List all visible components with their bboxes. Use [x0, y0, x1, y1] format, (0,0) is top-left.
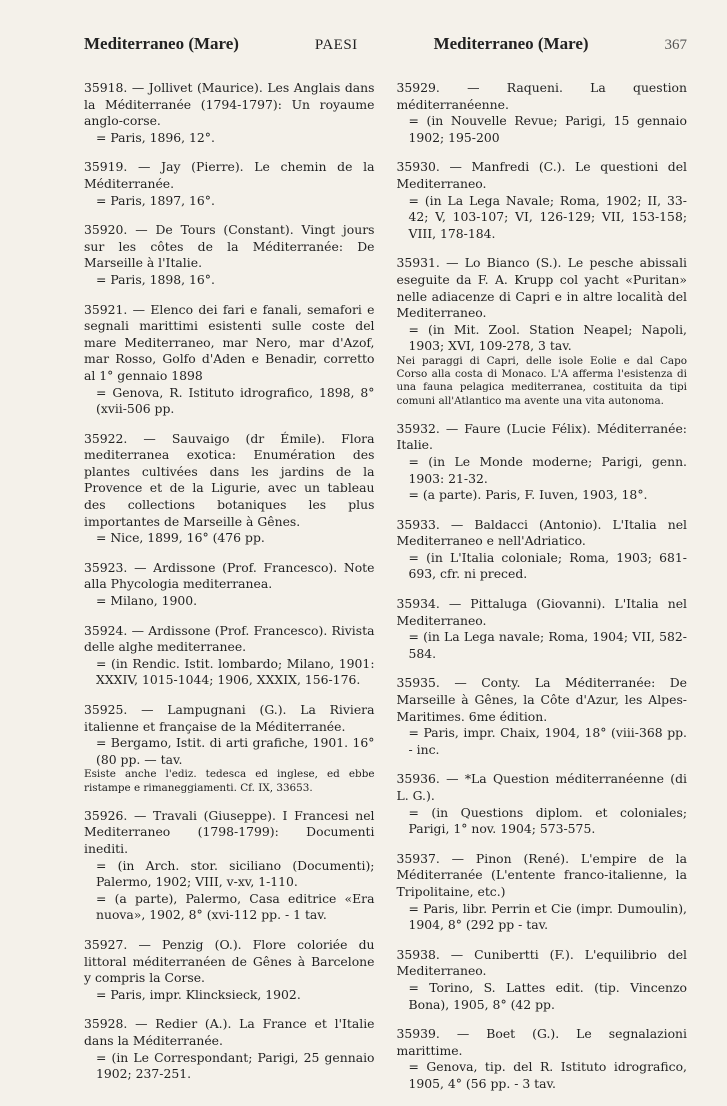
- entry-imprint: = (in La Lega navale; Roma, 1904; VII, 582-584.: [408, 629, 687, 661]
- entry-text: 35919. — Jay (Pierre). Le chemin de la Méditerranée.: [84, 159, 375, 191]
- entry-text: 35924. — Ardissone (Prof. Francesco). Rivista delle alghe mediterranee.: [84, 622, 375, 655]
- bibliography-entry: [84, 80, 375, 146]
- entry-text: 35923. — Ardissone (Prof. Francesco). Note alla Phycologia mediterranea.: [84, 559, 375, 592]
- entry-text: 35931. — Lo Bianco (S.). Le pesche abissali eseguite da F. A. Krupp col yacht «Puritan» nelle adiacenze di Capri e in altre località del Mediterraneo.: [396, 255, 687, 321]
- entry-imprint: = Paris, impr. Chaix, 1904, 18° (viii-368 pp. - inc.: [408, 725, 687, 757]
- left-column: [84, 80, 375, 1106]
- entry-imprint: = Bergamo, Istit. di arti grafiche, 1901. 16° (80 pp. — tav.: [96, 735, 375, 767]
- running-header: [84, 34, 687, 54]
- entry-imprint: = (a parte), Palermo, Casa editrice «Era nuova», 1902, 8° (xvi-112 pp. - 1 tav.: [96, 890, 375, 923]
- entry-text: 35933. — Baldacci (Antonio). L'Italia nel Mediterraneo e nell'Adriatico.: [396, 516, 687, 549]
- entry-text: 35925. — Lampugnani (G.). La Riviera italienne et française de la Méditerranée.: [84, 702, 375, 734]
- bibliography-entry: [397, 596, 688, 662]
- bibliography-entry: [84, 431, 375, 547]
- bibliography-entry: [84, 937, 375, 1003]
- entry-text: 35938. — Cunibertti (F.). L'equilibrio del Mediterraneo.: [396, 946, 687, 979]
- bibliography-entry: [84, 222, 375, 288]
- entry-imprint: = Milano, 1900.: [96, 593, 198, 609]
- two-column-body: [84, 80, 687, 1106]
- bibliography-entry: [84, 702, 375, 795]
- entry-imprint: = (in Arch. stor. siciliano (Documenti); Palermo, 1902; VIII, v-xv, 1-110.: [96, 857, 375, 890]
- entry-text: 35929. — Raqueni. La question méditerranéenne.: [396, 80, 687, 112]
- entry-text: 35922. — Sauvaigo (dr Émile). Flora mediterranea exotica: Enumération des plantes cultivées dans les jardins de la Provence et de la Ligurie, avec un tableau des collections botaniques les plus importantes de Marseille à Gênes.: [84, 430, 375, 529]
- bibliography-entry: [84, 623, 375, 689]
- entry-note: Nei paraggi di Capri, delle isole Eolie e dal Capo Corso alla costa di Monaco. L'A afferma l'esistenza di una fauna pelagica mediterranea, costituita da tipi comuni all'Atlantico ma avente una vita autonoma.: [396, 354, 687, 407]
- entry-text: 35926. — Travali (Giuseppe). I Francesi nel Mediterraneo (1798-1799): Documenti inediti.: [84, 807, 375, 856]
- bibliography-entry: [397, 851, 688, 934]
- entry-imprint: = Paris, 1896, 12°.: [96, 129, 215, 145]
- entry-text: 35928. — Redier (A.). La France et l'Italie dans la Méditerranée.: [84, 1016, 375, 1048]
- header-right-title: Mediterraneo (Mare): [433, 34, 589, 53]
- entry-imprint: = (in Nouvelle Revue; Parigi, 15 gennaio 1902; 195-200: [408, 113, 687, 145]
- entry-imprint: = Genova, R. Istituto idrografico, 1898, 8° (xvii-506 pp.: [96, 384, 375, 417]
- bibliography-entry: [397, 255, 688, 407]
- entry-imprint: = Genova, tip. del R. Istituto idrografico, 1905, 4° (56 pp. - 3 tav.: [408, 1059, 687, 1091]
- entry-imprint: = Paris, 1898, 16°.: [96, 271, 215, 287]
- bibliography-entry: [397, 159, 688, 242]
- entry-imprint: = Paris, impr. Klincksieck, 1902.: [96, 986, 301, 1002]
- bibliography-entry: [84, 808, 375, 924]
- entry-imprint: = (a parte). Paris, F. Iuven, 1903, 18°.: [408, 487, 648, 503]
- bibliography-entry: [397, 675, 688, 758]
- entry-imprint: = (in L'Italia coloniale; Roma, 1903; 681-693, cfr. ni preced.: [408, 549, 687, 582]
- entry-text: 35927. — Penzig (O.). Flore coloriée du littoral méditerranéen de Gênes à Barcelone y compris la Corse.: [84, 936, 375, 986]
- page-number: 367: [664, 37, 687, 53]
- bibliography-entry: [397, 80, 688, 146]
- entry-imprint: = (in Le Correspondant; Parigi, 25 gennaio 1902; 237-251.: [96, 1049, 375, 1082]
- bibliography-entry: [397, 1026, 688, 1092]
- entry-text: 35937. — Pinon (René). L'empire de la Méditerranée (L'entente franco-italienne, la Tripolitaine, etc.): [396, 850, 687, 899]
- entry-text: 35920. — De Tours (Constant). Vingt jours sur les côtes de la Méditerranée: De Marseille à l'Italie.: [84, 222, 375, 271]
- entry-text: 35921. — Elenco dei fari e fanali, semafori e segnali marittimi esistenti sulle coste del mare Mediterraneo, mar Nero, mar d'Azof, mar Rosso, Golfo d'Aden e Benadir, corretto al 1° gennaio 1898: [84, 301, 375, 383]
- entry-imprint: = Torino, S. Lattes edit. (tip. Vincenzo Bona), 1905, 8° (42 pp.: [408, 979, 687, 1012]
- entry-text: 35918. — Jollivet (Maurice). Les Anglais dans la Méditerranée (1794-1797): Un royaume anglo-corse.: [84, 80, 375, 129]
- entry-text: 35936. — *La Question méditerranéenne (di L. G.).: [396, 771, 687, 803]
- entry-note: Esiste anche l'ediz. tedesca ed inglese, ed ebbe ristampe e rimaneggiamenti. Cf. IX, 33653.: [84, 768, 375, 794]
- bibliography-entry: [84, 159, 375, 209]
- entry-text: 35934. — Pittaluga (Giovanni). L'Italia nel Mediterraneo.: [396, 596, 687, 628]
- header-left-title: Mediterraneo (Mare): [84, 34, 239, 53]
- bibliography-entry: [84, 560, 375, 610]
- entry-text: 35930. — Manfredi (C.). Le questioni del Mediterraneo.: [396, 159, 687, 191]
- entry-imprint: = (in La Lega Navale; Roma, 1902; II, 33-42; V, 103-107; VI, 126-129; VII, 153-158; VIII, 178-184.: [408, 192, 687, 241]
- entry-text: 35932. — Faure (Lucie Félix). Méditerranée: Italie.: [396, 420, 687, 453]
- right-column: [397, 80, 688, 1106]
- entry-text: 35935. — Conty. La Méditerranée: De Marseille à Gênes, la Côte d'Azur, les Alpes-Maritimes. 6me édition.: [396, 675, 687, 724]
- bibliography-entry: [84, 1016, 375, 1082]
- entry-imprint: = (in Mit. Zool. Station Neapel; Napoli, 1903; XVI, 109-278, 3 tav.: [408, 321, 687, 354]
- entry-imprint: = Paris, libr. Perrin et Cie (impr. Dumoulin), 1904, 8° (292 pp - tav.: [408, 900, 687, 933]
- header-section: PAESI: [314, 37, 358, 53]
- entry-imprint: = Nice, 1899, 16° (476 pp.: [96, 530, 265, 546]
- entry-imprint: = (in Rendic. Istit. lombardo; Milano, 1901: XXXIV, 1015-1044; 1906, XXXIX, 156-176.: [96, 655, 375, 688]
- bibliography-entry: [397, 517, 688, 583]
- entry-text: 35939. — Boet (G.). Le segnalazioni marittime.: [396, 1026, 687, 1058]
- bibliography-entry: [84, 302, 375, 418]
- bibliography-entry: [397, 947, 688, 1013]
- bibliography-entry: [397, 771, 688, 837]
- entry-imprint: = Paris, 1897, 16°.: [96, 192, 215, 208]
- entry-imprint: = (in Le Monde moderne; Parigi, genn. 1903: 21-32.: [408, 453, 687, 486]
- entry-imprint: = (in Questions diplom. et coloniales; Parigi, 1° nov. 1904; 573-575.: [408, 804, 687, 837]
- bibliography-entry: [397, 421, 688, 504]
